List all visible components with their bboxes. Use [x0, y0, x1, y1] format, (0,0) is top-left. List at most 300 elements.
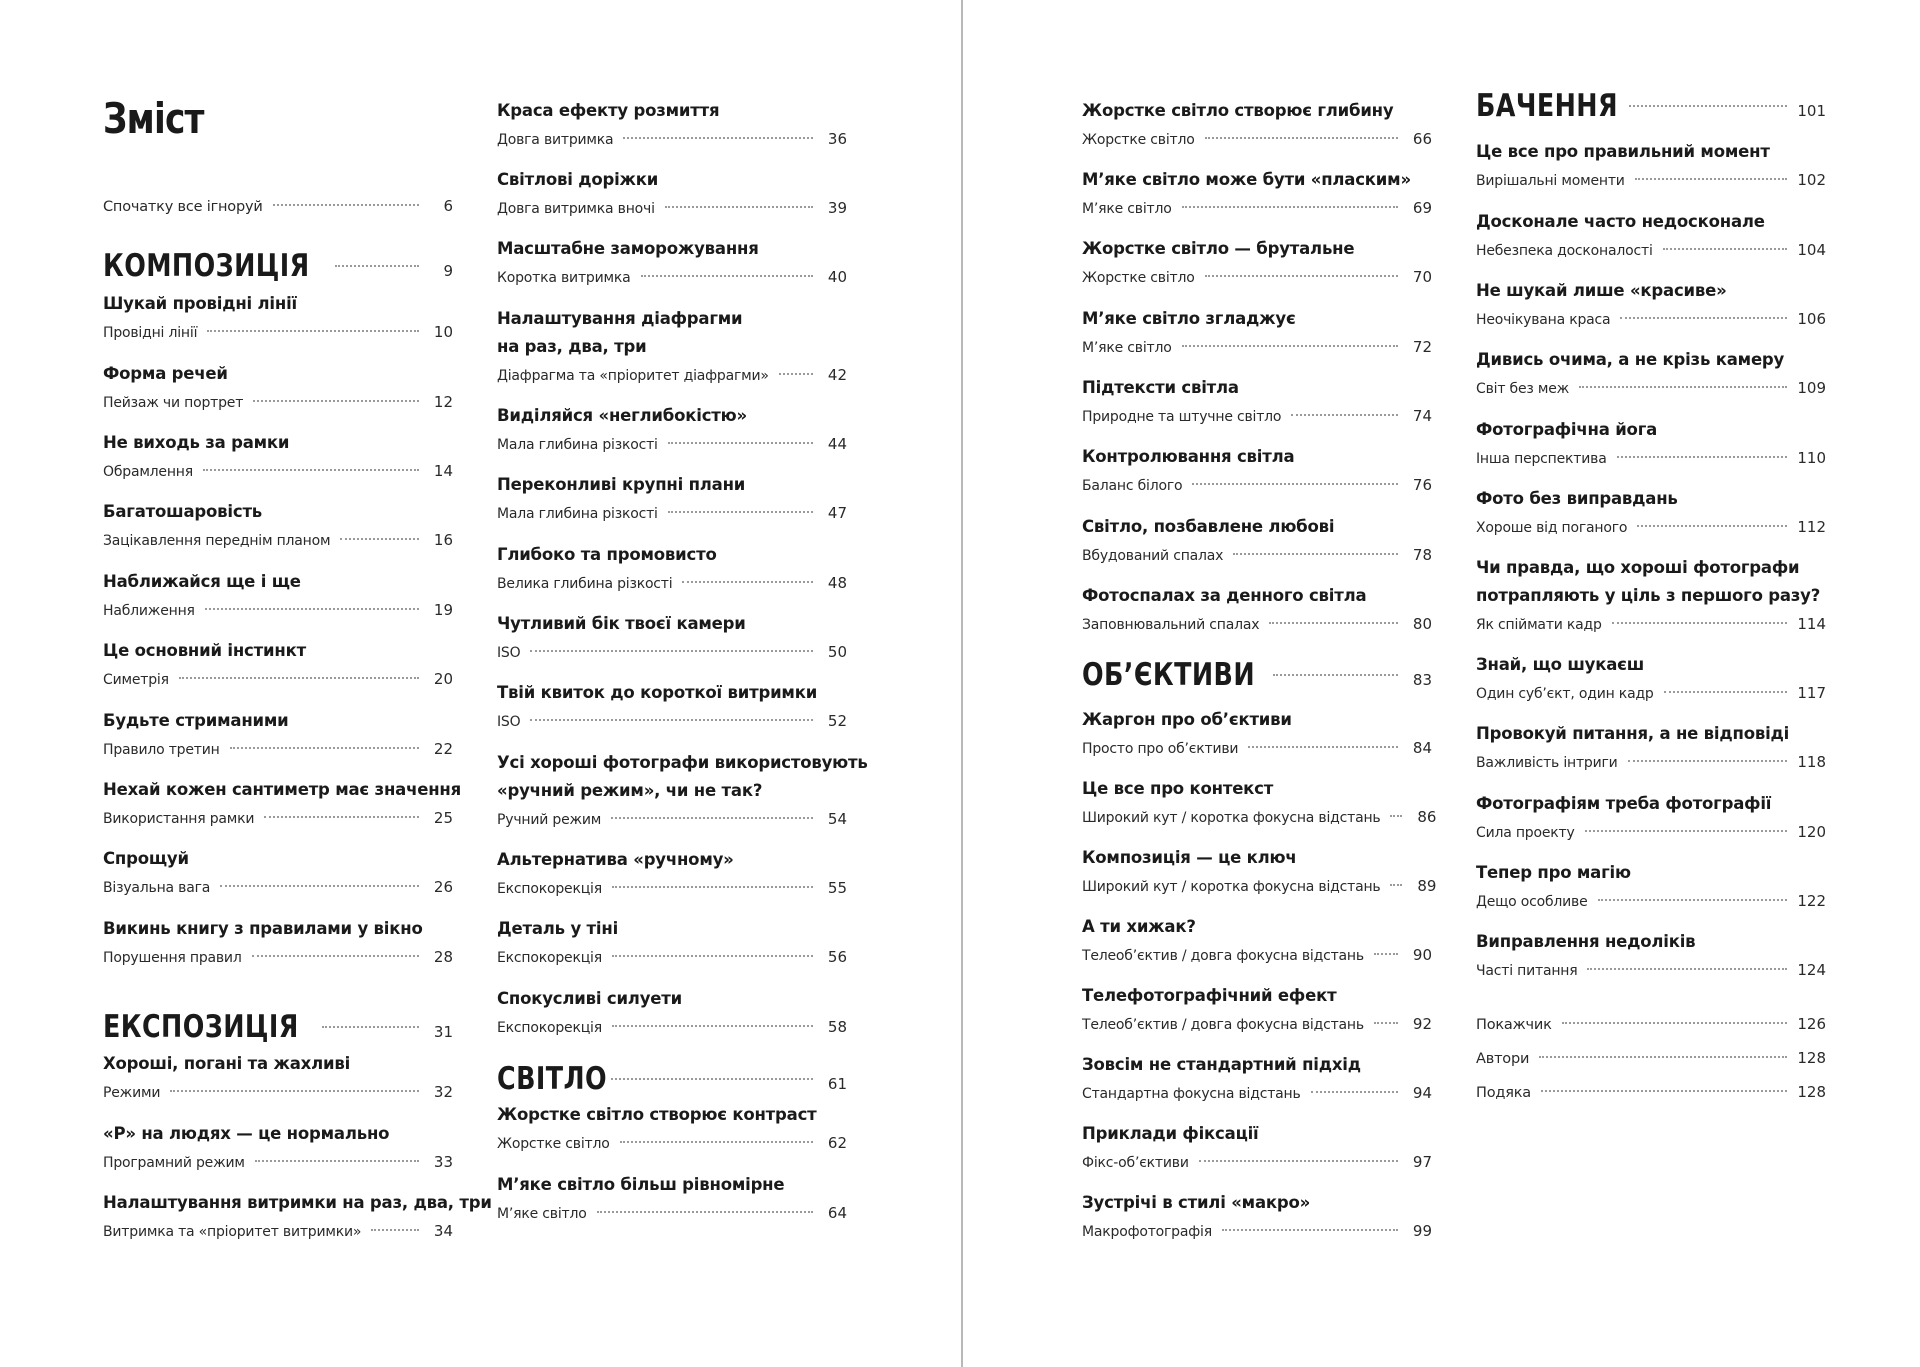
toc-entry-subtitle-line[interactable]: [1082, 872, 1437, 900]
page-number: 58: [827, 1018, 847, 1036]
page-number: 110: [1797, 449, 1826, 467]
page-number: 92: [1412, 1015, 1432, 1033]
toc-entry[interactable]: [103, 1120, 453, 1176]
dot-leader: [1585, 830, 1788, 832]
toc-entry[interactable]: [497, 846, 847, 902]
toc-entry[interactable]: [1082, 913, 1432, 969]
toc-label: Фікс-об’єктиви: [1082, 1155, 1189, 1171]
page-number: 109: [1797, 379, 1826, 397]
toc-entry-title: «ручний режим», чи не так?: [497, 781, 763, 800]
toc-column-2: [497, 0, 868, 1367]
toc-entry[interactable]: [1476, 485, 1826, 541]
toc-entry-title: Фото без виправдань: [1476, 489, 1678, 508]
toc-entry-subtitle-line[interactable]: [1082, 1010, 1432, 1038]
toc-entry-subtitle-line[interactable]: [497, 194, 847, 222]
page-number: 69: [1412, 199, 1432, 217]
toc-entry[interactable]: [497, 610, 847, 666]
page-number: 70: [1412, 268, 1432, 286]
toc-entry[interactable]: [1082, 166, 1432, 222]
toc-entry[interactable]: [497, 235, 847, 291]
toc-entry[interactable]: [497, 541, 847, 597]
toc-entry-title: Нехай кожен сантиметр має значення: [103, 780, 461, 799]
toc-label: М’яке світло: [1082, 201, 1172, 217]
toc-entry-title: Жорстке світло створює глибину: [1082, 101, 1394, 120]
toc-entry-subtitle-line[interactable]: [1082, 125, 1432, 153]
page-number: 28: [433, 948, 453, 966]
toc-entry[interactable]: [1476, 208, 1826, 264]
dot-leader: [1612, 622, 1788, 624]
page-number: 118: [1797, 753, 1826, 771]
toc-entry-title: Не шукай лише «красиве»: [1476, 281, 1727, 300]
toc-matter-line[interactable]: [1476, 1010, 1826, 1038]
toc-label: Пейзаж чи портрет: [103, 395, 244, 411]
toc-label: Важливість інтриги: [1476, 755, 1618, 771]
dot-leader: [1587, 968, 1787, 970]
toc-label: Світ без меж: [1476, 381, 1570, 397]
toc-entry-subtitle-line[interactable]: [1082, 402, 1432, 430]
toc-entry-subtitle-line[interactable]: [1082, 1079, 1432, 1107]
toc-entry-subtitle-line[interactable]: [1476, 887, 1826, 915]
page-number: 76: [1412, 476, 1432, 494]
toc-label: ISO: [497, 645, 521, 661]
toc-entry-subtitle-line[interactable]: [103, 596, 453, 624]
toc-entry[interactable]: [1476, 859, 1826, 915]
page-number: 78: [1412, 546, 1432, 564]
toc-entry[interactable]: [1082, 1189, 1432, 1245]
toc-entry-subtitle-line[interactable]: [497, 707, 847, 735]
dot-leader: [1598, 899, 1788, 901]
page-number: 66: [1412, 130, 1432, 148]
toc-entry[interactable]: [1082, 513, 1432, 569]
dot-leader: [1539, 1056, 1787, 1058]
toc-entry-title: Будьте стриманими: [103, 711, 289, 730]
dot-leader: [665, 206, 813, 208]
toc-entry-subtitle-line[interactable]: [1476, 610, 1826, 638]
toc-entry-title: Спрощуй: [103, 849, 189, 868]
dot-leader: [668, 511, 813, 513]
toc-label: Інша перспектива: [1476, 451, 1607, 467]
dot-leader: [1192, 483, 1398, 485]
dot-leader: [230, 747, 419, 749]
toc-entry[interactable]: [1082, 982, 1432, 1038]
toc-entry-subtitle-line[interactable]: [1476, 679, 1826, 707]
toc-entry-subtitle-line[interactable]: [1476, 374, 1826, 402]
toc-entry[interactable]: [497, 97, 847, 153]
dot-leader: [205, 608, 419, 610]
toc-label: Телеоб’єктив / довга фокусна відстань: [1082, 1017, 1364, 1033]
section-heading-line[interactable]: [103, 242, 453, 290]
toc-matter-line[interactable]: [103, 192, 453, 220]
toc-label: Хороше від поганого: [1476, 520, 1628, 536]
toc-entry[interactable]: [1082, 844, 1437, 900]
toc-entry-title: Телефотографічний ефект: [1082, 986, 1337, 1005]
toc-entry[interactable]: [1082, 235, 1432, 291]
toc-entry[interactable]: [497, 679, 847, 735]
toc-entry-subtitle-line[interactable]: [1476, 166, 1826, 194]
toc-label: ЕКСПОЗИЦІЯ: [103, 1009, 299, 1045]
toc-entry-subtitle-line[interactable]: [103, 1078, 453, 1106]
dot-leader: [220, 885, 419, 887]
toc-entry[interactable]: [1082, 1051, 1432, 1107]
toc-entry-subtitle-line[interactable]: [1082, 471, 1432, 499]
toc-entry-subtitle-line[interactable]: [497, 943, 847, 971]
toc-entry[interactable]: [103, 568, 453, 624]
toc-entry[interactable]: [103, 707, 453, 763]
toc-label: Баланс білого: [1082, 478, 1183, 494]
toc-entry-subtitle-line[interactable]: [103, 665, 453, 693]
toc-label: Небезпека досконалості: [1476, 243, 1653, 259]
toc-entry-subtitle-line[interactable]: [497, 361, 847, 389]
dot-leader: [597, 1211, 813, 1213]
toc-entry-subtitle-line[interactable]: [103, 1217, 453, 1245]
toc-label: Мала глибина різкості: [497, 506, 658, 522]
toc-entry-title: Досконале часто недосконале: [1476, 212, 1765, 231]
page-number: 128: [1797, 1083, 1826, 1101]
dot-leader: [1663, 248, 1788, 250]
toc-label: Як спіймати кадр: [1476, 617, 1602, 633]
toc-matter-line[interactable]: [1476, 1044, 1826, 1072]
page-number: 97: [1412, 1153, 1432, 1171]
toc-entry-subtitle-line[interactable]: [1082, 333, 1432, 361]
page-number: 62: [827, 1134, 847, 1152]
toc-entry-title: М’яке світло згладжує: [1082, 309, 1296, 328]
toc-entry[interactable]: [497, 471, 847, 527]
toc-entry-subtitle-line[interactable]: [1082, 941, 1432, 969]
page-number: 86: [1417, 808, 1437, 826]
toc-label: М’яке світло: [1082, 340, 1172, 356]
toc-entry-subtitle-line[interactable]: [497, 569, 847, 597]
toc-entry-subtitle-line[interactable]: [1476, 236, 1826, 264]
toc-entry-title: на раз, два, три: [497, 337, 647, 356]
toc-entry[interactable]: [1082, 97, 1432, 153]
toc-label: Макрофотографія: [1082, 1224, 1212, 1240]
toc-entry-subtitle-line[interactable]: [1082, 1148, 1432, 1176]
toc-back-matter[interactable]: [1476, 1078, 1826, 1106]
toc-entry-subtitle-line[interactable]: [497, 1199, 847, 1227]
toc-label: Провідні лінії: [103, 325, 198, 341]
toc-label: Заповнювальний спалах: [1082, 617, 1260, 633]
toc-entry-title: Жорстке світло створює контраст: [497, 1105, 817, 1124]
page-spread-divider: [961, 0, 963, 1367]
toc-entry-title: Виправлення недоліків: [1476, 932, 1696, 951]
toc-entry[interactable]: [1476, 651, 1826, 707]
toc-entry-title: Це все про контекст: [1082, 779, 1274, 798]
page-number: 52: [827, 712, 847, 730]
dot-leader: [1579, 386, 1787, 388]
dot-leader: [170, 1090, 419, 1092]
dot-leader: [1205, 137, 1398, 139]
section-heading-line[interactable]: [497, 1055, 847, 1103]
toc-entry-title: Жорстке світло — брутальне: [1082, 239, 1355, 258]
toc-entry[interactable]: [103, 360, 453, 416]
toc-section-heading[interactable]: [1476, 82, 1826, 130]
page-number: 36: [827, 130, 847, 148]
toc-entry[interactable]: [103, 290, 453, 346]
toc-entry-title: Чи правда, що хороші фотографи: [1476, 558, 1800, 577]
toc-entry[interactable]: [1476, 720, 1826, 776]
page-number: 6: [443, 197, 453, 215]
toc-entry-subtitle-line[interactable]: [103, 804, 453, 832]
toc-entry-subtitle-line[interactable]: [497, 1013, 847, 1041]
toc-entry-subtitle-line[interactable]: [497, 499, 847, 527]
toc-label: Витримка та «пріоритет витримки»: [103, 1224, 362, 1240]
page-number: 61: [827, 1075, 847, 1093]
page-number: 106: [1797, 310, 1826, 328]
toc-entry-subtitle-line[interactable]: [1476, 444, 1826, 472]
toc-entry-subtitle-line[interactable]: [1476, 305, 1826, 333]
toc-entry-subtitle-line[interactable]: [497, 638, 847, 666]
toc-label: Просто про об’єктиви: [1082, 741, 1239, 757]
toc-entry[interactable]: [1082, 706, 1432, 762]
toc-section-heading[interactable]: [497, 1055, 847, 1103]
toc-entry-title: Викинь книгу з правилами у вікно: [103, 919, 423, 938]
toc-entry-subtitle-line[interactable]: [1082, 541, 1432, 569]
dot-leader: [1233, 553, 1398, 555]
dot-leader: [1390, 884, 1402, 886]
toc-entry[interactable]: [1476, 790, 1826, 846]
toc-entry-subtitle-line[interactable]: [497, 874, 847, 902]
toc-section-heading[interactable]: [103, 242, 453, 290]
toc-entry[interactable]: [103, 637, 453, 693]
toc-entry[interactable]: [497, 305, 847, 389]
toc-entry-title: Підтексти світла: [1082, 378, 1239, 397]
toc-entry[interactable]: [103, 1050, 453, 1106]
toc-entry[interactable]: [103, 776, 461, 832]
dot-leader: [1291, 414, 1398, 416]
toc-entry-subtitle-line[interactable]: [1476, 748, 1826, 776]
toc-entry[interactable]: [497, 985, 847, 1041]
toc-entry[interactable]: [1082, 305, 1432, 361]
toc-entry[interactable]: [497, 402, 847, 458]
toc-entry-subtitle-line[interactable]: [1082, 610, 1432, 638]
toc-entry[interactable]: [1082, 443, 1432, 499]
dot-leader: [1273, 674, 1398, 676]
page-number: 25: [433, 809, 453, 827]
toc-entry-title: А ти хижак?: [1082, 917, 1196, 936]
toc-entry-title: Чутливий бік твоєї камери: [497, 614, 746, 633]
dot-leader: [203, 469, 419, 471]
toc-entry[interactable]: [497, 166, 847, 222]
dot-leader: [335, 265, 419, 267]
dot-leader: [779, 373, 813, 375]
toc-label: Дещо особливе: [1476, 894, 1588, 910]
toc-entry-title: Композиція — це ключ: [1082, 848, 1297, 867]
toc-entry[interactable]: [103, 915, 453, 971]
dot-leader: [252, 955, 419, 957]
toc-matter-line[interactable]: [1476, 1078, 1826, 1106]
toc-label: ОБ’ЄКТИВИ: [1082, 657, 1256, 693]
toc-label: Подяка: [1476, 1085, 1531, 1101]
toc-entry-subtitle-line[interactable]: [103, 943, 453, 971]
toc-entry-subtitle-line[interactable]: [1476, 956, 1826, 984]
toc-label: Широкий кут / коротка фокусна відстань: [1082, 810, 1381, 826]
toc-entry-title: Переконливі крупні плани: [497, 475, 746, 494]
dot-leader: [253, 400, 419, 402]
toc-entry[interactable]: [1082, 582, 1432, 638]
page-number: 48: [827, 574, 847, 592]
toc-entry-subtitle-line[interactable]: [103, 388, 453, 416]
toc-entry[interactable]: [1476, 138, 1826, 194]
page-number: 39: [827, 199, 847, 217]
toc-front-matter[interactable]: [103, 192, 453, 220]
toc-entry-subtitle-line[interactable]: [497, 125, 847, 153]
toc-column-3: [1082, 0, 1437, 1367]
toc-entry-title: Фотографіям треба фотографії: [1476, 794, 1772, 813]
toc-entry-title: Хороші, погані та жахливі: [103, 1054, 351, 1073]
page-number: 99: [1412, 1222, 1432, 1240]
toc-entry-title: Наближайся ще і ще: [103, 572, 301, 591]
dot-leader: [264, 816, 419, 818]
toc-entry-subtitle-line[interactable]: [103, 318, 453, 346]
toc-entry-subtitle-line[interactable]: [103, 735, 453, 763]
toc-entry[interactable]: [497, 749, 868, 833]
toc-entry-title: Налаштування витримки на раз, два, три: [103, 1193, 492, 1212]
dot-leader: [530, 719, 813, 721]
page-number: 124: [1797, 961, 1826, 979]
toc-entry-subtitle-line[interactable]: [103, 873, 453, 901]
dot-leader: [1629, 105, 1787, 107]
toc-section-heading[interactable]: [103, 1003, 453, 1051]
dot-leader: [611, 1078, 813, 1080]
toc-entry-subtitle-line[interactable]: [497, 430, 847, 458]
page-number: 31: [433, 1023, 453, 1041]
toc-entry-subtitle-line[interactable]: [1476, 513, 1826, 541]
section-heading-line[interactable]: [103, 1003, 453, 1051]
toc-entry-subtitle-line[interactable]: [1082, 803, 1437, 831]
toc-entry-subtitle-line[interactable]: [103, 526, 453, 554]
page-number: 74: [1412, 407, 1432, 425]
toc-label: Ручний режим: [497, 812, 602, 828]
toc-entry[interactable]: [1082, 374, 1432, 430]
dot-leader: [1390, 815, 1402, 817]
toc-label: Жорстке світло: [1082, 270, 1195, 286]
toc-entry-subtitle-line[interactable]: [497, 805, 847, 833]
toc-label: БАЧЕННЯ: [1476, 88, 1618, 124]
toc-entry-subtitle-line[interactable]: [1082, 194, 1432, 222]
page-number: 34: [433, 1222, 453, 1240]
toc-entry[interactable]: [1476, 416, 1826, 472]
dot-leader: [612, 886, 813, 888]
toc-entry[interactable]: [497, 1101, 847, 1157]
dot-leader: [1664, 691, 1788, 693]
page-number: 94: [1412, 1084, 1432, 1102]
toc-entry-title: Дивись очима, а не крізь камеру: [1476, 350, 1785, 369]
section-heading-line[interactable]: [1476, 82, 1826, 130]
toc-entry[interactable]: [1082, 1120, 1432, 1176]
page-number: 19: [433, 601, 453, 619]
page-number: 120: [1797, 823, 1826, 841]
toc-label: Експокорекція: [497, 1020, 602, 1036]
toc-entry[interactable]: [103, 845, 453, 901]
toc-label: М’яке світло: [497, 1206, 587, 1222]
page-number: 12: [433, 393, 453, 411]
page-number: 54: [827, 810, 847, 828]
toc-entry[interactable]: [1082, 775, 1437, 831]
toc-entry-title: Тепер про магію: [1476, 863, 1631, 882]
page-number: 55: [827, 879, 847, 897]
toc-label: Візуальна вага: [103, 880, 211, 896]
dot-leader: [1182, 345, 1398, 347]
toc-entry-title: Усі хороші фотографи використовують: [497, 753, 868, 772]
toc-entry[interactable]: [1476, 277, 1826, 333]
toc-entry[interactable]: [1476, 554, 1826, 638]
toc-label: Телеоб’єктив / довга фокусна відстань: [1082, 948, 1364, 964]
toc-entry[interactable]: [103, 498, 453, 554]
dot-leader: [1248, 746, 1398, 748]
toc-entry[interactable]: [497, 1171, 847, 1227]
toc-label: Часті питання: [1476, 963, 1578, 979]
page-number: 50: [827, 643, 847, 661]
toc-entry-title: Світлові доріжки: [497, 170, 659, 189]
dot-leader: [255, 1160, 419, 1162]
page-title: Зміст: [103, 94, 204, 143]
toc-section-heading[interactable]: [1082, 651, 1432, 699]
page-number: 128: [1797, 1049, 1826, 1067]
page-number: 104: [1797, 241, 1826, 259]
toc-entry-title: Твій квиток до короткої витримки: [497, 683, 818, 702]
toc-label: Програмний режим: [103, 1155, 245, 1171]
dot-leader: [340, 538, 419, 540]
toc-entry-subtitle-line[interactable]: [1082, 1217, 1432, 1245]
toc-entry[interactable]: [103, 429, 453, 485]
toc-entry-subtitle-line[interactable]: [1082, 263, 1432, 291]
page-number: 117: [1797, 684, 1826, 702]
page-number: 44: [827, 435, 847, 453]
toc-entry[interactable]: [1476, 346, 1826, 402]
page-number: 83: [1412, 671, 1432, 689]
toc-entry-title: Жаргон про об’єктиви: [1082, 710, 1292, 729]
toc-entry-subtitle-line[interactable]: [103, 457, 453, 485]
page-number: 112: [1797, 518, 1826, 536]
toc-label: Наближення: [103, 603, 195, 619]
toc-back-matter[interactable]: [1476, 1010, 1826, 1038]
toc-entry-title: Спокусливі силуети: [497, 989, 682, 1008]
toc-entry-subtitle-line[interactable]: [103, 1148, 453, 1176]
toc-entry-subtitle-line[interactable]: [497, 1129, 847, 1157]
dot-leader: [371, 1229, 419, 1231]
toc-entry-title: Деталь у тіні: [497, 919, 619, 938]
toc-entry-title: Не виходь за рамки: [103, 433, 290, 452]
dot-leader: [1222, 1229, 1398, 1231]
dot-leader: [322, 1026, 419, 1028]
page-number: 32: [433, 1083, 453, 1101]
dot-leader: [1182, 206, 1398, 208]
toc-label: Покажчик: [1476, 1017, 1552, 1033]
toc-label: Порушення правил: [103, 950, 242, 966]
toc-entry[interactable]: [1476, 928, 1826, 984]
toc-label: Жорстке світло: [1082, 132, 1195, 148]
dot-leader: [620, 1141, 813, 1143]
toc-entry-title: Зустрічі в стилі «макро»: [1082, 1193, 1311, 1212]
toc-label: Сила проекту: [1476, 825, 1575, 841]
page-number: 33: [433, 1153, 453, 1171]
toc-entry-subtitle-line[interactable]: [497, 263, 847, 291]
dot-leader: [207, 330, 419, 332]
toc-entry-subtitle-line[interactable]: [1476, 818, 1826, 846]
page-number: 126: [1797, 1015, 1826, 1033]
toc-back-matter[interactable]: [1476, 1044, 1826, 1072]
toc-label: Один суб’єкт, один кадр: [1476, 686, 1654, 702]
page-number: 16: [433, 531, 453, 549]
section-heading-line[interactable]: [1082, 651, 1432, 699]
toc-entry-title: Альтернатива «ручному»: [497, 850, 734, 869]
toc-entry-subtitle-line[interactable]: [1082, 734, 1432, 762]
page-number: 122: [1797, 892, 1826, 910]
toc-label: Довга витримка вночі: [497, 201, 655, 217]
toc-entry[interactable]: [497, 915, 847, 971]
toc-entry[interactable]: [103, 1189, 492, 1245]
toc-entry-title: Краса ефекту розмиття: [497, 101, 720, 120]
